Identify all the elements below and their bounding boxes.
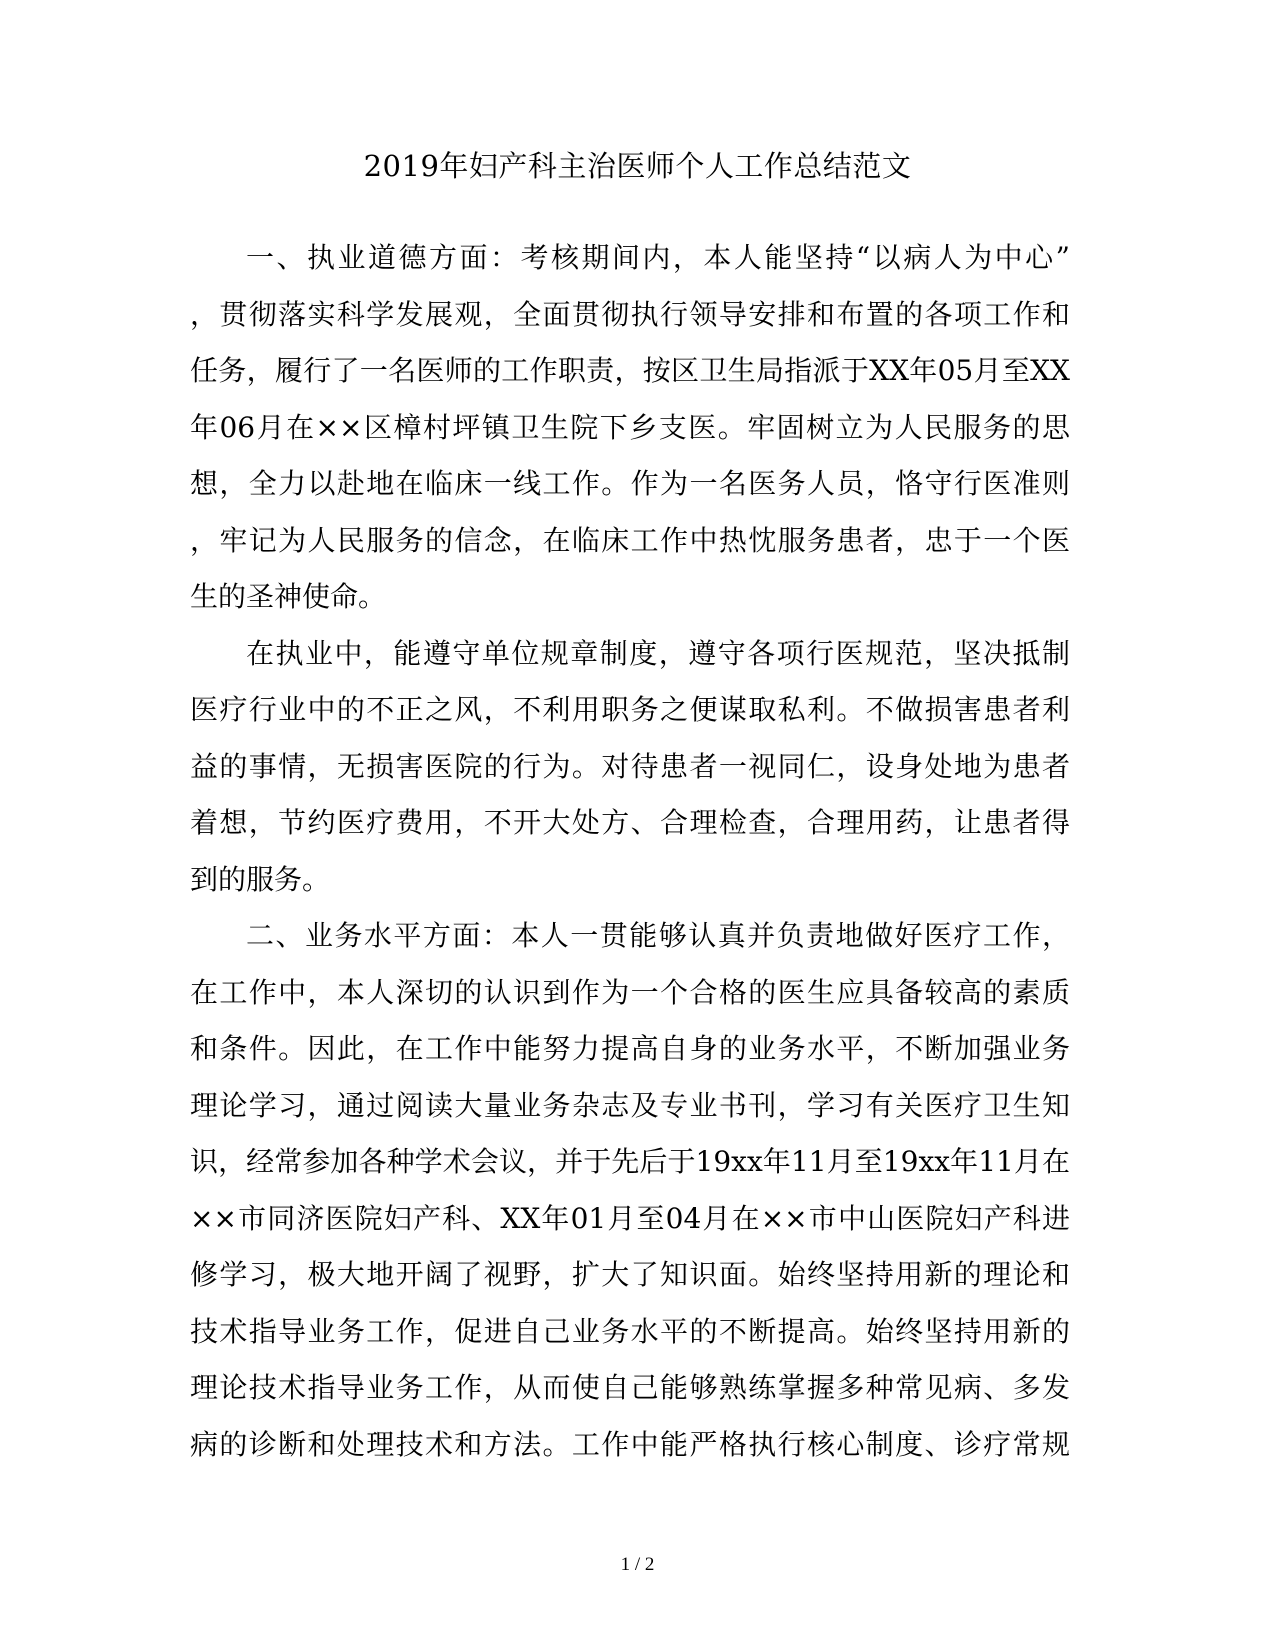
page-number: 1 / 2 — [620, 1554, 655, 1575]
text-line: 二、业务水平方面：本人一贯能够认真并负责地做好医疗工作， — [246, 919, 1070, 952]
text-line: 在执业中，能遵守单位规章制度，遵守各项行医规范，坚决抵制 — [246, 636, 1070, 670]
text-line: ××市同济医院妇产科、XX年01月至04月在××市中山医院妇产科进 — [190, 1201, 1070, 1235]
text-line: 理论技术指导业务工作，从而使自己能够熟练掌握多种常见病、多发 — [190, 1371, 1070, 1404]
document-title: 2019年妇产科主治医师个人工作总结范文 — [363, 149, 912, 183]
text-line: 和条件。因此，在工作中能努力提高自身的业务水平，不断加强业务 — [190, 1032, 1070, 1065]
text-line: 一、执业道德方面：考核期间内，本人能坚持“以病人为中心” — [246, 241, 1070, 274]
text-line: 益的事情，无损害医院的行为。对待患者一视同仁，设身处地为患者 — [190, 749, 1070, 783]
text-line: 修学习，极大地开阔了视野，扩大了知识面。始终坚持用新的理论和 — [190, 1258, 1070, 1291]
text-line: ，牢记为人民服务的信念，在临床工作中热忱服务患者，忠于一个医 — [190, 523, 1070, 557]
text-line: 理论学习，通过阅读大量业务杂志及专业书刊，学习有关医疗卫生知 — [190, 1088, 1070, 1122]
text-line: 在工作中，本人深切的认识到作为一个合格的医生应具备较高的素质 — [190, 975, 1070, 1009]
text-line: 医疗行业中的不正之风，不利用职务之便谋取私利。不做损害患者利 — [190, 693, 1070, 726]
text-line: 着想，节约医疗费用，不开大处方、合理检查，合理用药，让患者得 — [190, 806, 1070, 839]
text-line: 到的服务。 — [190, 862, 331, 896]
text-line: 任务，履行了一名医师的工作职责，按区卫生局指派于XX年05月至XX — [190, 354, 1070, 387]
text-line: 病的诊断和处理技术和方法。工作中能严格执行核心制度、诊疗常规 — [190, 1427, 1070, 1461]
text-line: 技术指导业务工作，促进自己业务水平的不断提高。始终坚持用新的 — [190, 1314, 1070, 1348]
document-body — [190, 230, 1070, 1473]
text-line: ，贯彻落实科学发展观，全面贯彻执行领导安排和布置的各项工作和 — [190, 297, 1070, 331]
text-line: 生的圣神使命。 — [190, 580, 387, 613]
text-line: 识，经常参加各种学术会议，并于先后于19xx年11月至19xx年11月在 — [190, 1145, 1070, 1178]
text-line: 年06月在××区樟村坪镇卫生院下乡支医。牢固树立为人民服务的思 — [190, 410, 1070, 444]
text-line: 想，全力以赴地在临床一线工作。作为一名医务人员，恪守行医准则 — [190, 467, 1070, 500]
